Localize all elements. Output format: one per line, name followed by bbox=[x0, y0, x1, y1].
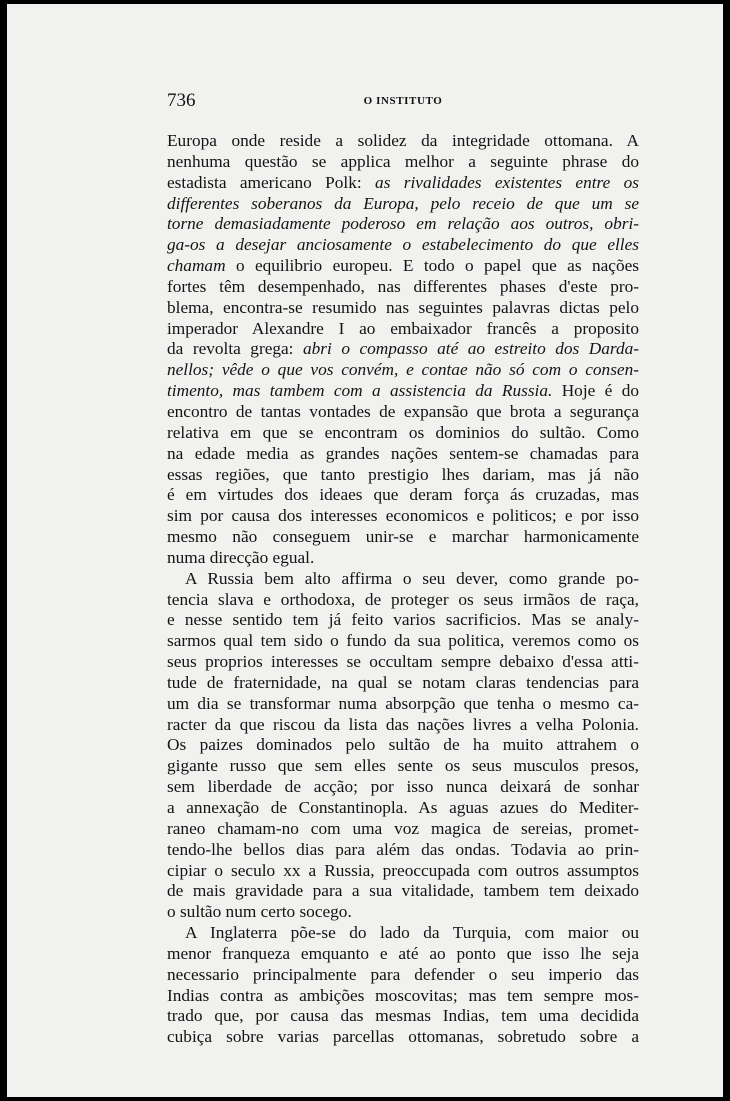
text-run: tencia slava e orthodoxa, de proteger os seus irmãos de raça, bbox=[167, 589, 639, 609]
text-line bbox=[167, 590, 639, 611]
text-run: A Russia bem alto affirma o seu dever, como grande po- bbox=[185, 568, 639, 588]
text-run: blema, encontra-se resumido nas seguintes palavras dictas pelo bbox=[167, 297, 639, 317]
italic-run: timento, mas tambem com a assistencia da Russia. bbox=[167, 381, 553, 401]
text-line bbox=[167, 694, 639, 715]
text-run: é em virtudes dos ideaes que deram força ás cruzadas, mas bbox=[167, 485, 639, 505]
text-line bbox=[167, 923, 639, 944]
text-run: encontro de tantas vontades de expansão que brota a segurança bbox=[167, 401, 639, 421]
text-run: um dia se transformar numa absorpção que tenha o mesmo ca- bbox=[167, 693, 639, 713]
text-line bbox=[167, 465, 639, 486]
text-run: o sultão num certo socego. bbox=[167, 902, 352, 922]
italic-run: chamam bbox=[167, 256, 226, 276]
running-title: O INSTITUTO bbox=[363, 95, 443, 107]
paragraph bbox=[167, 131, 639, 569]
text-line bbox=[167, 798, 639, 819]
text-line bbox=[167, 360, 639, 381]
text-line bbox=[167, 1027, 639, 1048]
paragraph bbox=[167, 923, 639, 1048]
text-run: Hoje é do bbox=[552, 381, 640, 401]
text-line bbox=[167, 735, 639, 756]
text-line bbox=[167, 1006, 639, 1027]
text-line bbox=[167, 527, 639, 548]
text-line bbox=[167, 214, 639, 235]
text-line bbox=[167, 631, 639, 652]
page bbox=[7, 4, 723, 1097]
text-line bbox=[167, 610, 639, 631]
text-line bbox=[167, 485, 639, 506]
text-run: a annexação de Constantinopla. As aguas azues do Mediter- bbox=[167, 798, 639, 817]
text-line bbox=[167, 756, 639, 777]
text-run: Os paizes dominados pelo sultão de ha muito attrahem o bbox=[167, 735, 639, 755]
text-line bbox=[167, 235, 639, 256]
text-line bbox=[167, 339, 639, 360]
text-line bbox=[167, 548, 639, 569]
text-run: sim por causa dos interesses economicos e politicos; e por isso bbox=[167, 506, 639, 526]
text-line bbox=[167, 131, 639, 152]
text-run: gigante russo que sem elles sente os seus musculos presos, bbox=[167, 756, 639, 776]
paragraph bbox=[167, 569, 639, 923]
text-line bbox=[167, 673, 639, 694]
text-run: Europa onde reside a solidez da integridade ottomana. A bbox=[167, 131, 639, 150]
text-line bbox=[167, 402, 639, 423]
text-run: tendo-lhe bellos dias para além das ondas. Todavia ao prin- bbox=[167, 839, 639, 859]
text-run: tude de fraternidade, na qual se notam claras tendencias para bbox=[167, 672, 639, 692]
text-run: sarmos qual tem sido o fundo da sua politica, veremos como os bbox=[167, 631, 639, 651]
text-line bbox=[167, 256, 639, 277]
text-run: necessario principalmente para defender o seu imperio das bbox=[167, 964, 639, 984]
text-run: e nesse sentido tem já feito varios sacrificios. Mas se analy- bbox=[167, 610, 639, 630]
text-run: mesmo não conseguem unir-se e marchar harmonicamente bbox=[167, 527, 639, 547]
italic-run: differentes soberanos da Europa, pelo receio de que um se bbox=[167, 193, 639, 213]
text-line bbox=[167, 986, 639, 1007]
text-run: raneo chamam-no com uma voz magica de sereias, promet- bbox=[167, 818, 639, 838]
page-header bbox=[167, 90, 639, 114]
text-line bbox=[167, 569, 639, 590]
italic-run: torne demasiadamente poderoso em relação aos outros, obri- bbox=[167, 214, 639, 234]
text-line bbox=[167, 840, 639, 861]
italic-run: ga-os a desejar anciosamente o estabelecimento do que elles bbox=[167, 235, 639, 255]
text-line bbox=[167, 965, 639, 986]
text-run: racter da que riscou da lista das nações livres a velha Polonia. bbox=[167, 714, 639, 734]
text-line bbox=[167, 881, 639, 902]
text-run: o equilibrio europeu. E todo o papel que as nações bbox=[225, 256, 639, 276]
text-run: de mais gravidade para a sua vitalidade, tambem tem deixado bbox=[167, 881, 639, 901]
text-line bbox=[167, 423, 639, 444]
text-run: sem liberdade de acção; por isso nunca deixará de sonhar bbox=[167, 777, 639, 797]
text-run: cipiar o seculo xx a Russia, preoccupada com outros assumptos bbox=[167, 860, 639, 880]
text-line bbox=[167, 381, 639, 402]
text-run: Indias contra as ambições moscovitas; mas tem sempre mos- bbox=[167, 985, 639, 1005]
text-line bbox=[167, 777, 639, 798]
text-run: fortes têm desempenhado, nas differentes phases d'este pro- bbox=[167, 276, 639, 296]
text-line bbox=[167, 902, 639, 923]
text-run: essas regiões, que tanto prestigio lhes dariam, mas já não bbox=[167, 464, 639, 484]
italic-run: nellos; vêde o que vos convém, e contae não só com o consen- bbox=[167, 360, 639, 380]
text-line bbox=[167, 506, 639, 527]
text-line bbox=[167, 715, 639, 736]
text-line bbox=[167, 861, 639, 882]
text-line bbox=[167, 277, 639, 298]
text-line bbox=[167, 944, 639, 965]
text-line bbox=[167, 819, 639, 840]
text-run: estadista americano Polk: bbox=[167, 172, 376, 192]
page-number: 736 bbox=[167, 90, 196, 111]
text-run: nenhuma questão se applica melhor a seguinte phrase do bbox=[167, 151, 639, 171]
body-text bbox=[167, 131, 639, 1048]
text-run: numa direcção egual. bbox=[167, 547, 315, 567]
text-line bbox=[167, 194, 639, 215]
text-line bbox=[167, 152, 639, 173]
text-run: menor franqueza emquanto e até ao ponto que isso lhe seja bbox=[167, 943, 639, 963]
text-line bbox=[167, 298, 639, 319]
italic-run: abri o compasso até ao estreito dos Darda- bbox=[303, 339, 639, 359]
italic-run: as rivalidades existentes entre os bbox=[375, 172, 640, 192]
text-run: imperador Alexandre I ao embaixador francês a proposito bbox=[167, 318, 639, 338]
text-run: seus proprios interesses se occultam sempre debaixo d'essa atti- bbox=[167, 652, 639, 672]
text-run: trado que, por causa das mesmas Indias, tem uma decidida bbox=[167, 1006, 639, 1026]
text-line bbox=[167, 652, 639, 673]
text-line bbox=[167, 444, 639, 465]
text-run: cubiça sobre varias parcellas ottomanas, sobretudo sobre a bbox=[167, 1027, 639, 1047]
text-run: da revolta grega: bbox=[167, 339, 303, 359]
text-run: relativa em que se encontram os dominios do sultão. Como bbox=[167, 422, 639, 442]
text-run: A Inglaterra põe-se do lado da Turquia, com maior ou bbox=[185, 923, 639, 943]
text-line bbox=[167, 173, 639, 194]
text-line bbox=[167, 319, 639, 340]
text-run: na edade media as grandes nações sentem-se chamadas para bbox=[167, 443, 639, 463]
